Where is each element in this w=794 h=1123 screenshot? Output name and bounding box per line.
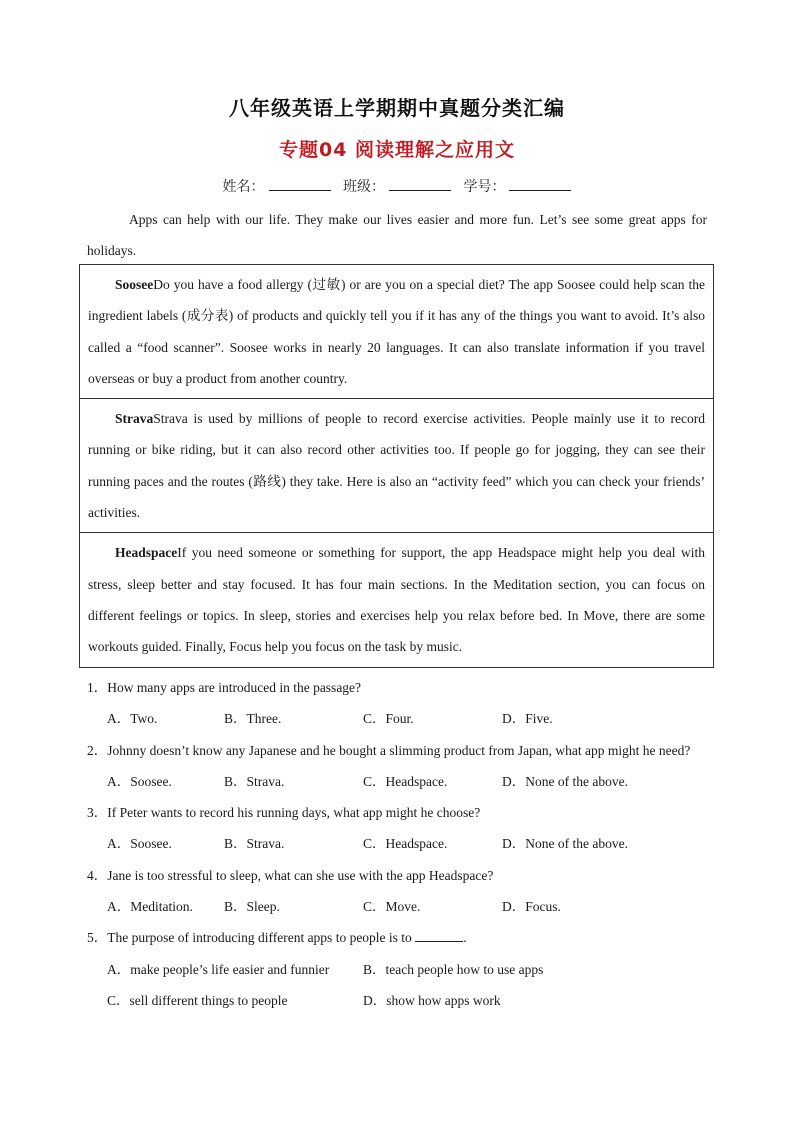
class-blank — [389, 178, 451, 191]
app-name: Strava — [115, 411, 154, 427]
option-d: D．None of the above. — [502, 836, 628, 852]
question-text: How many apps are introduced in the passage? — [107, 680, 362, 695]
app-description: If you need someone or something for support, the app Headspace might help you deal with stress, sleep better and stay focused. It has four main sections. In the Meditation section, you can focus on different feelings or topics. In sleep, stories and exercises help you relax before bed. In Move, there are some workouts guided. Finally, Focus help you focus on the task by music. — [88, 545, 705, 655]
question-text: The purpose of introducing different apps to people is to — [107, 930, 412, 946]
question-4 — [87, 860, 712, 923]
question-stem — [87, 860, 712, 891]
option-b: B．Sleep. — [224, 899, 280, 915]
option-b: B．Three. — [224, 711, 282, 727]
class-field — [343, 179, 451, 195]
option-a: A．Two. — [107, 711, 158, 727]
option-a: A．Soosee. — [107, 773, 172, 789]
options-row — [87, 766, 712, 797]
app-cell-soosee — [80, 265, 713, 399]
question-number: 1． — [87, 680, 108, 695]
question-stem — [87, 735, 712, 766]
question-1 — [87, 672, 712, 735]
student-id-blank — [509, 178, 571, 191]
answer-blank — [415, 929, 463, 942]
option-b: B．teach people how to use apps — [363, 961, 544, 977]
student-info-line — [0, 176, 794, 196]
option-a: A．Meditation. — [107, 899, 193, 915]
option-a: A．make people’s life easier and funnier — [107, 961, 330, 977]
question-5 — [87, 922, 712, 1016]
option-c: C．Move. — [363, 899, 421, 915]
page-subtitle: 专题04 阅读理解之应用文 — [278, 139, 516, 161]
name-field — [223, 179, 331, 195]
options-row — [87, 828, 712, 859]
apps-table — [79, 264, 714, 668]
option-b: B．Strava. — [224, 836, 285, 852]
name-blank — [269, 178, 331, 191]
question-number: 2． — [87, 742, 108, 758]
app-name: Headspace — [115, 545, 178, 561]
option-c: C．Headspace. — [363, 773, 448, 789]
question-stem — [87, 922, 712, 953]
option-c: C．Headspace. — [363, 836, 448, 852]
option-d: D．Focus. — [502, 899, 561, 915]
options-row — [87, 985, 712, 1016]
option-d: D．Five. — [502, 711, 553, 727]
question-number: 5． — [87, 930, 108, 946]
student-id-field — [463, 179, 571, 195]
app-name: Soosee — [115, 277, 154, 292]
options-row — [87, 703, 712, 734]
option-c: C．sell different things to people — [107, 992, 288, 1008]
question-3 — [87, 797, 712, 860]
app-cell-headspace — [80, 533, 713, 666]
question-number: 3． — [87, 805, 108, 821]
question-stem — [87, 797, 712, 828]
options-row — [87, 891, 712, 922]
option-a: A．Soosee. — [107, 836, 172, 852]
question-text: Jane is too stressful to sleep, what can she use with the app Headspace? — [107, 867, 494, 883]
questions-section — [87, 672, 712, 1016]
options-row — [87, 954, 712, 985]
app-cell-strava — [80, 399, 713, 533]
question-2 — [87, 735, 712, 798]
class-label: 班级： — [343, 179, 385, 195]
option-b: B．Strava. — [224, 773, 285, 789]
option-c: C．Four. — [363, 711, 414, 727]
intro-paragraph: Apps can help with our life. They make our lives easier and more fun. Let’s see some great apps for holidays. — [87, 212, 707, 258]
question-number: 4． — [87, 867, 108, 883]
option-d: D．show how apps work — [363, 992, 501, 1008]
name-label: 姓名： — [222, 179, 265, 195]
app-description: Do you have a food allergy (过敏) or are you on a special diet? The app Soosee could help scan the ingredient labels (成分表) of products and quickly tell you if it has any of the things you want to avoid. It’s also called a “food scanner”. Soosee works in nearly 20 languages. It can also translate information if you travel overseas or buy a product from another country. — [88, 277, 705, 386]
question-text: If Peter wants to record his running days, what app might he choose? — [107, 805, 481, 821]
question-text-end: . — [463, 930, 467, 946]
student-id-label: 学号： — [463, 179, 506, 195]
app-description: Strava is used by millions of people to record exercise activities. People mainly use it to record running or bike riding, but it can also record other activities too. If people go for jogging, they can see their running paces and the routes (路线) they take. Here is also an “activity feed” which you can check your friends’ activities. — [88, 411, 705, 521]
page-title: 八年级英语上学期期中真题分类汇编 — [229, 96, 565, 120]
question-text: Johnny doesn’t know any Japanese and he bought a slimming product from Japan, what app might he need? — [107, 742, 691, 758]
question-stem — [87, 672, 712, 703]
option-d: D．None of the above. — [502, 773, 628, 789]
